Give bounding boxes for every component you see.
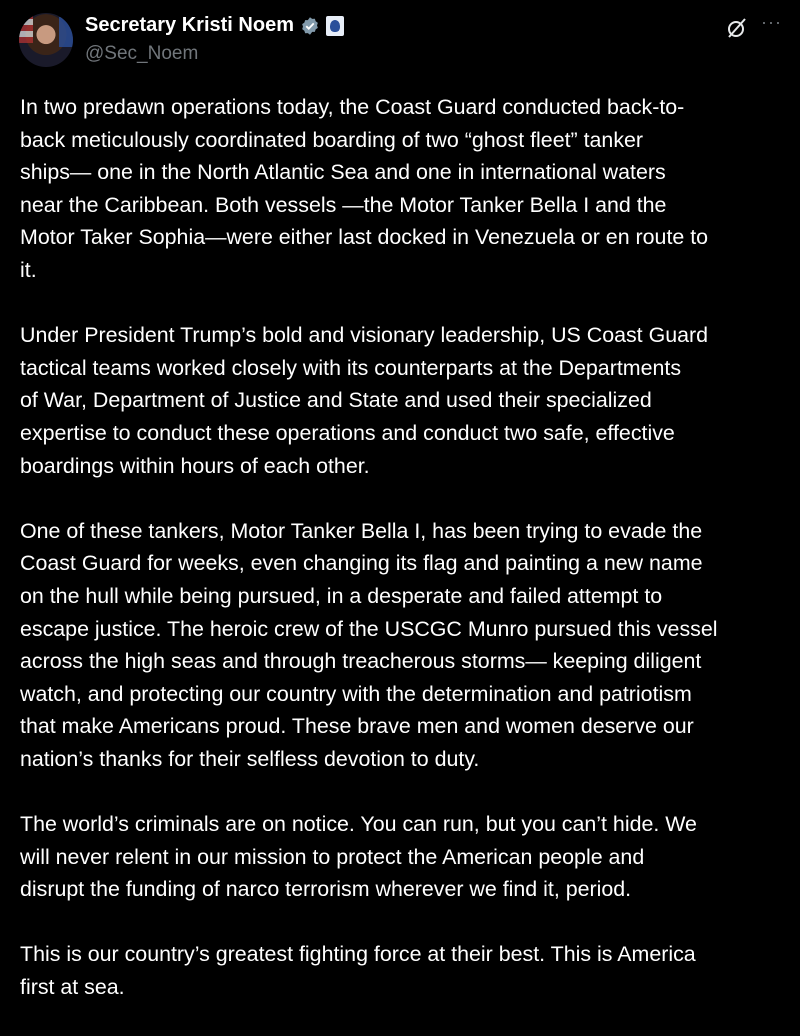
post-paragraph [20,515,790,776]
post-header [0,0,800,80]
text-line: on the hull while being pursued, in a desperate and failed attempt to [20,583,663,608]
text-line: near the Caribbean. Both vessels —the Motor Tanker Bella I and the [20,192,667,217]
post-paragraph [20,938,790,1003]
text-line: tactical teams worked closely with its counterparts at the Departments [20,355,682,380]
author-handle[interactable]: @Sec_Noem [85,43,199,64]
post-paragraph [20,91,790,287]
avatar[interactable] [19,13,73,67]
text-line: nation’s thanks for their selfless devotion to duty. [20,746,480,771]
grok-icon[interactable] [725,16,749,40]
text-line: back meticulously coordinated boarding of two “ghost fleet” tanker [20,127,644,152]
government-seal-icon [326,16,344,36]
text-line: watch, and protecting our country with the determination and patriotism [20,681,692,706]
text-line: escape justice. The heroic crew of the USCGC Munro pursued this vessel [20,616,718,641]
text-line: Under President Trump’s bold and visionary leadership, US Coast Guard [20,323,709,348]
text-line: One of these tankers, Motor Tanker Bella I, has been trying to evade the [20,518,703,543]
text-line: disrupt the funding of narco terrorism wherever we find it, period. [20,877,632,902]
text-line: In two predawn operations today, the Coast Guard conducted back-to- [20,95,685,119]
text-line: This is our country’s greatest fighting force at their best. This is America [20,942,696,967]
text-line: Motor Taker Sophia—were either last docked in Venezuela or en route to [20,225,709,250]
text-line: first at sea. [20,975,125,1000]
text-line: Coast Guard for weeks, even changing its flag and painting a new name [20,551,703,576]
text-line: ships— one in the North Atlantic Sea and one in international waters [20,160,666,185]
text-line: of War, Department of Justice and State and used their specialized [20,388,652,413]
text-line: expertise to conduct these operations and conduct two safe, effective [20,420,675,445]
verified-badge-icon [300,16,320,36]
text-line: it. [20,257,37,282]
post-paragraph [20,808,790,906]
text-line: across the high seas and through treacherous storms— keeping diligent [20,649,702,674]
text-line: boardings within hours of each other. [20,453,370,478]
text-line: that make Americans proud. These brave men and women deserve our [20,714,694,739]
text-line: will never relent in our mission to protect the American people and [20,844,645,869]
text-line: The world’s criminals are on notice. You can run, but you can’t hide. We [20,812,697,837]
post-text [20,91,790,1036]
more-options-icon[interactable]: ··· [761,12,782,32]
post-paragraph [20,319,790,482]
author-name[interactable]: Secretary Kristi Noem [85,14,294,36]
author-name-row[interactable] [85,14,344,37]
